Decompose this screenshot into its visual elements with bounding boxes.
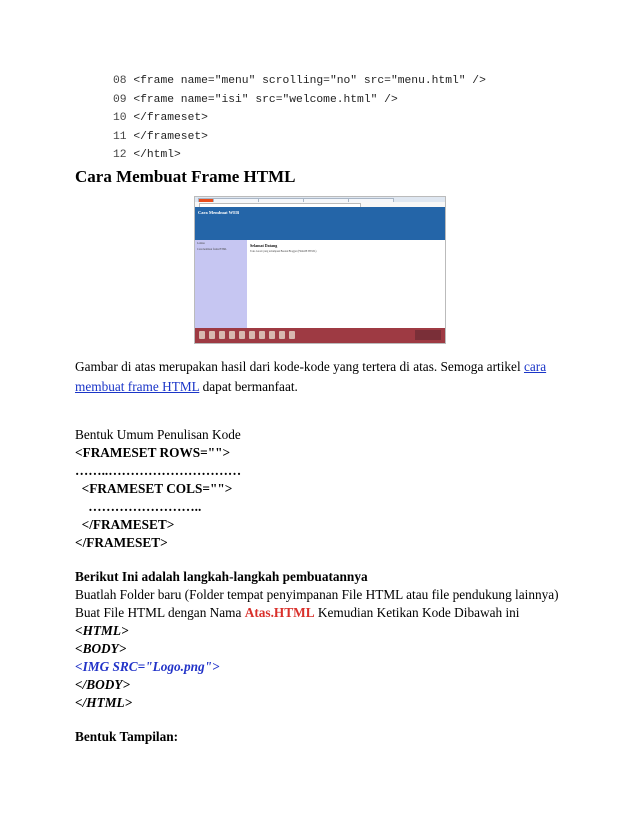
system-tray [415,330,441,340]
code-text: <frame name="menu" scrolling="no" src="menu.html" /> [133,75,486,87]
browser-screenshot [194,196,446,344]
code-text: </html> [133,149,181,162]
welcome-text: Toko Grosir yang terlampaui Buatan Blogger (FRAME HTML) [250,250,317,253]
taskbar-app-icon [289,331,295,339]
os-taskbar [195,328,445,343]
code-line: </HTML> [75,695,133,710]
code-line: </FRAMESET> [75,535,168,550]
code-line [113,109,486,128]
menu-link: Cara membuat frame HTML [197,248,227,251]
frame-menu [195,240,247,328]
line-number: 09 [113,93,127,106]
code-text: <frame name="isi" src="welcome.html" /> [133,93,398,106]
file-name: Atas.HTML [244,605,315,620]
article-link[interactable]: cara membuat frame HTML [75,359,547,394]
welcome-title: Selamat Datang [250,243,278,248]
line-number: 10 [113,112,127,125]
taskbar-app-icon [249,331,255,339]
frame-header-title: Cara Membuat WEB [198,210,240,215]
code-line: <FRAMESET COLS=""> [75,481,233,496]
code-line: <IMG SRC="Logo.png"> [75,659,220,674]
code-line: </FRAMESET> [75,517,175,532]
code-line [113,128,486,147]
taskbar-app-icon [279,331,285,339]
general-form-heading: Bentuk Umum Penulisan Kode [75,427,241,442]
code-line: ……..………………………… [75,463,242,478]
line-number: 11 [113,130,127,143]
steps-heading: Berikut Ini adalah langkah-langkah pembuatannya [75,569,368,584]
frame-header [195,207,445,240]
paragraph-text: Gambar di atas merupakan hasil dari kode-kode yang tertera di atas. Semoga artikel [75,359,524,374]
taskbar-app-icon [269,331,275,339]
display-heading: Bentuk Tampilan: [75,729,179,744]
step-text-part: Buat File HTML dengan Nama [75,605,245,620]
taskbar-app-icon [259,331,265,339]
menu-link: Lalalua [197,242,205,245]
code-listing [113,72,486,165]
section-title: Cara Membuat Frame HTML [75,167,296,186]
code-line: <HTML> [75,623,129,638]
taskbar-app-icon [219,331,225,339]
step-text: Buatlah Folder baru (Folder tempat penyimpanan File HTML atau file pendukung lainnya) [75,587,559,602]
code-text: </frameset> [133,130,208,143]
line-number: 08 [113,75,127,87]
taskbar-app-icon [239,331,245,339]
step-text [75,604,520,622]
frame-content [247,240,445,328]
code-line: …………………….. [75,499,202,514]
description-paragraph [75,357,555,397]
taskbar-app-icon [229,331,235,339]
code-line: </BODY> [75,677,131,692]
code-line: <FRAMESET ROWS=""> [75,445,231,460]
code-line [113,146,486,165]
start-icon [199,331,205,339]
code-line [113,72,486,91]
code-line: <BODY> [75,641,127,656]
line-number: 12 [113,149,127,162]
code-line [113,91,486,110]
paragraph-text: dapat bermanfaat. [199,379,298,394]
taskbar-app-icon [209,331,215,339]
step-text-part: Kemudian Ketikan Kode Dibawah ini [314,605,520,620]
code-text: </frameset> [133,112,208,125]
